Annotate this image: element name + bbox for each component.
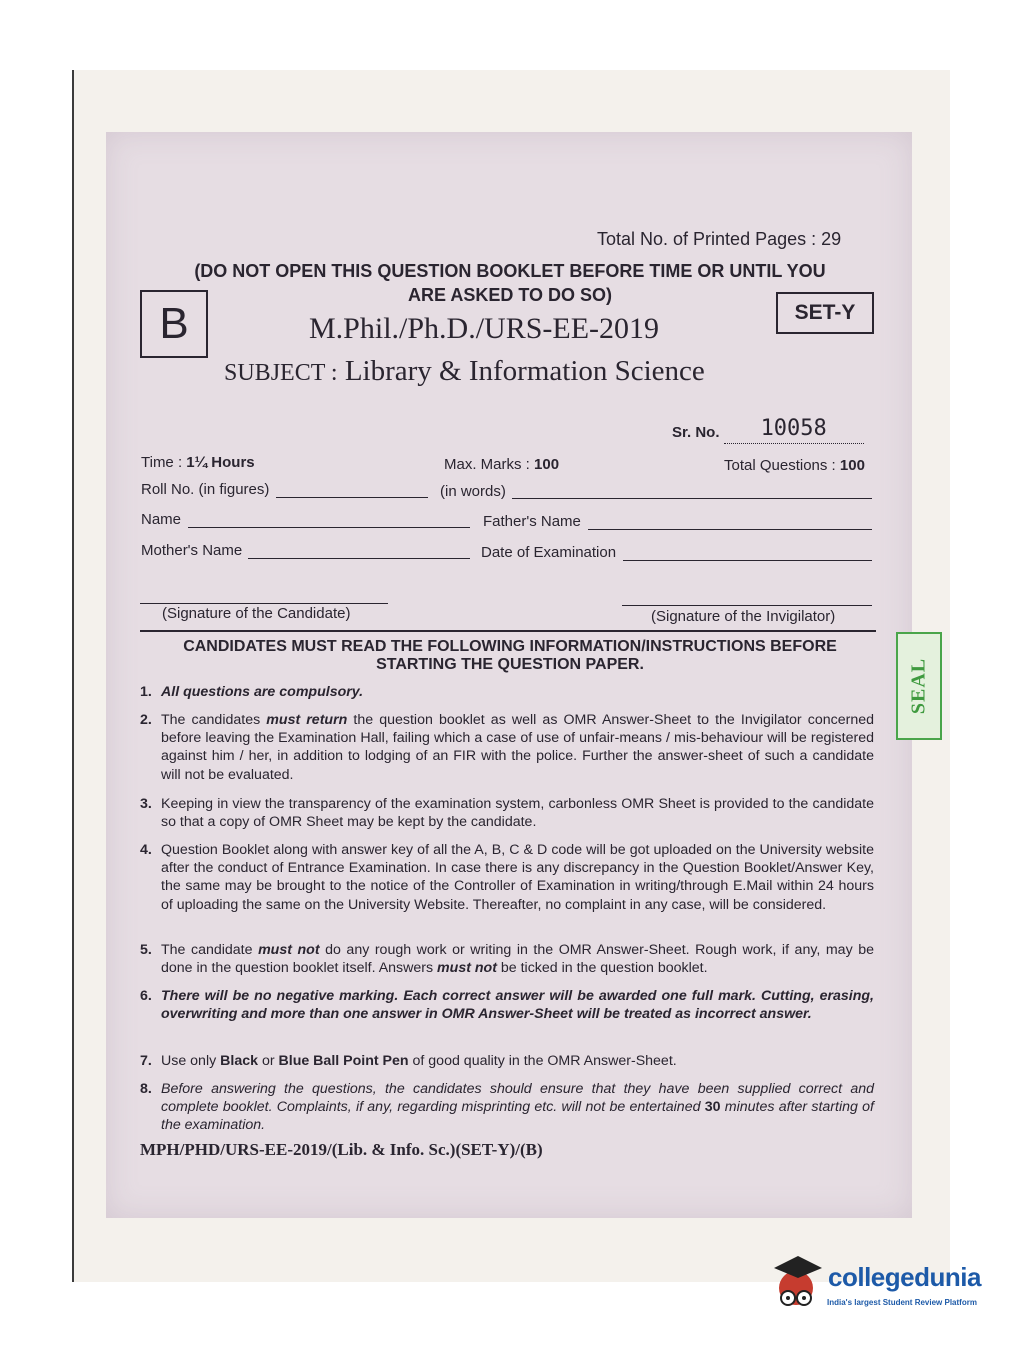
instructions-heading-2: STARTING THE QUESTION PAPER. [376, 656, 644, 673]
warning-line-2: ARE ASKED TO DO SO) [407, 285, 613, 305]
instruction-item-5: 5. The candidate must not do any rough work or writing in the OMR Answer-Sheet. Rough work, if any, may be done in the question booklet itself. Answers must not be ticked in the question booklet. [140, 942, 874, 977]
logo-tagline: India's largest Student Review Platform [827, 1298, 977, 1307]
roll-no-figures-label: Roll No. (in figures) [141, 481, 270, 498]
booklet-footer-code: MPH/PHD/URS-EE-2019/(Lib. & Info. Sc.)(SET-Y)/(B) [140, 1140, 543, 1159]
max-marks-field: Max. Marks : 100 [444, 456, 560, 473]
logo-wordmark: collegedunia [828, 1262, 981, 1292]
sr-no-value: 10058 [760, 416, 827, 441]
roll-no-words-line[interactable] [512, 498, 872, 499]
mascot-icon [774, 1256, 822, 1305]
instruction-item-6: 6. There will be no negative marking. Each correct answer will be awarded one full mark. Cutting, erasing, overwriting and more than one answer in OMR Answer-Sheet will be treated as incorrect answer. [140, 988, 874, 1023]
time-field: Time : 1¼ Hours [141, 454, 255, 471]
seal-stamp: SEAL [896, 632, 942, 740]
instructions-heading-1: CANDIDATES MUST READ THE FOLLOWING INFORMATION/INSTRUCTIONS BEFORE [183, 638, 837, 655]
name-line[interactable] [188, 527, 470, 528]
instruction-item-1: 1. All questions are compulsory. [140, 684, 364, 700]
total-printed-pages: Total No. of Printed Pages : 29 [597, 229, 842, 249]
roll-no-words-label: (in words) [440, 483, 506, 500]
subject-line [224, 355, 705, 388]
fathers-name-label: Father's Name [483, 513, 581, 530]
total-questions-field: Total Questions : 100 [724, 457, 865, 474]
instruction-item-8: 8. Before answering the questions, the candidates should ensure that they have been supplied correct and complete booklet. Complaints, if any, regarding misprinting etc. will not be entertained 30 minutes after starting of the examination. [140, 1081, 874, 1134]
mothers-name-label: Mother's Name [141, 542, 243, 559]
date-of-exam-line[interactable] [623, 560, 872, 561]
instruction-item-2: 2. The candidates must return the question booklet as well as OMR Answer-Sheet to the Invigilator concerned before leaving the Examination Hall, failing which a case of use of unfair-means / mis-behaviour will be registered against him / her, in addition to lodging of an FIR with the police. Further the answer-sheet of such a candidate will not be evaluated. [140, 712, 874, 783]
candidate-signature-line[interactable] [140, 603, 388, 604]
fathers-name-line[interactable] [588, 529, 872, 530]
subject-label: SUBJECT : [224, 360, 338, 386]
sr-no-label: Sr. No. [672, 424, 720, 441]
name-label: Name [141, 511, 182, 528]
section-divider [140, 630, 876, 632]
instruction-item-7: 7. Use only Black or Blue Ball Point Pen of good quality in the OMR Answer-Sheet. [140, 1053, 677, 1069]
serial-number [672, 418, 864, 444]
warning-line-1: (DO NOT OPEN THIS QUESTION BOOKLET BEFORE TIME OR UNTIL YOU [194, 261, 826, 281]
exam-title: M.Phil./Ph.D./URS-EE-2019 [309, 312, 660, 345]
subject-name: Library & Information Science [344, 355, 705, 387]
invigilator-signature-line[interactable] [622, 605, 872, 606]
roll-no-figures-line[interactable] [276, 497, 428, 498]
mothers-name-line[interactable] [248, 558, 470, 559]
instruction-item-3: 3. Keeping in view the transparency of the examination system, carbonless OMR Sheet is provided to the candidate so that a copy of OMR Sheet may be kept by the candidate. [140, 796, 874, 831]
date-of-exam-label: Date of Examination [481, 544, 617, 561]
set-box: SET-Y [776, 292, 874, 334]
instruction-item-4: 4. Question Booklet along with answer key of all the A, B, C & D code will be got uploaded on the University website after the conduct of Entrance Examination. In case there is any discrepancy in the Question Booklet/Answer Key, the same may be brought to the notice of the Controller of Examination in writing/through E.Mail within 24 hours of uploading the same on the University Website. Thereafter, no complaint in any case, will be considered. [140, 842, 874, 913]
booklet-code-box: B [140, 290, 208, 358]
invigilator-signature-label: (Signature of the Invigilator) [651, 608, 836, 625]
candidate-signature-label: (Signature of the Candidate) [162, 605, 351, 622]
